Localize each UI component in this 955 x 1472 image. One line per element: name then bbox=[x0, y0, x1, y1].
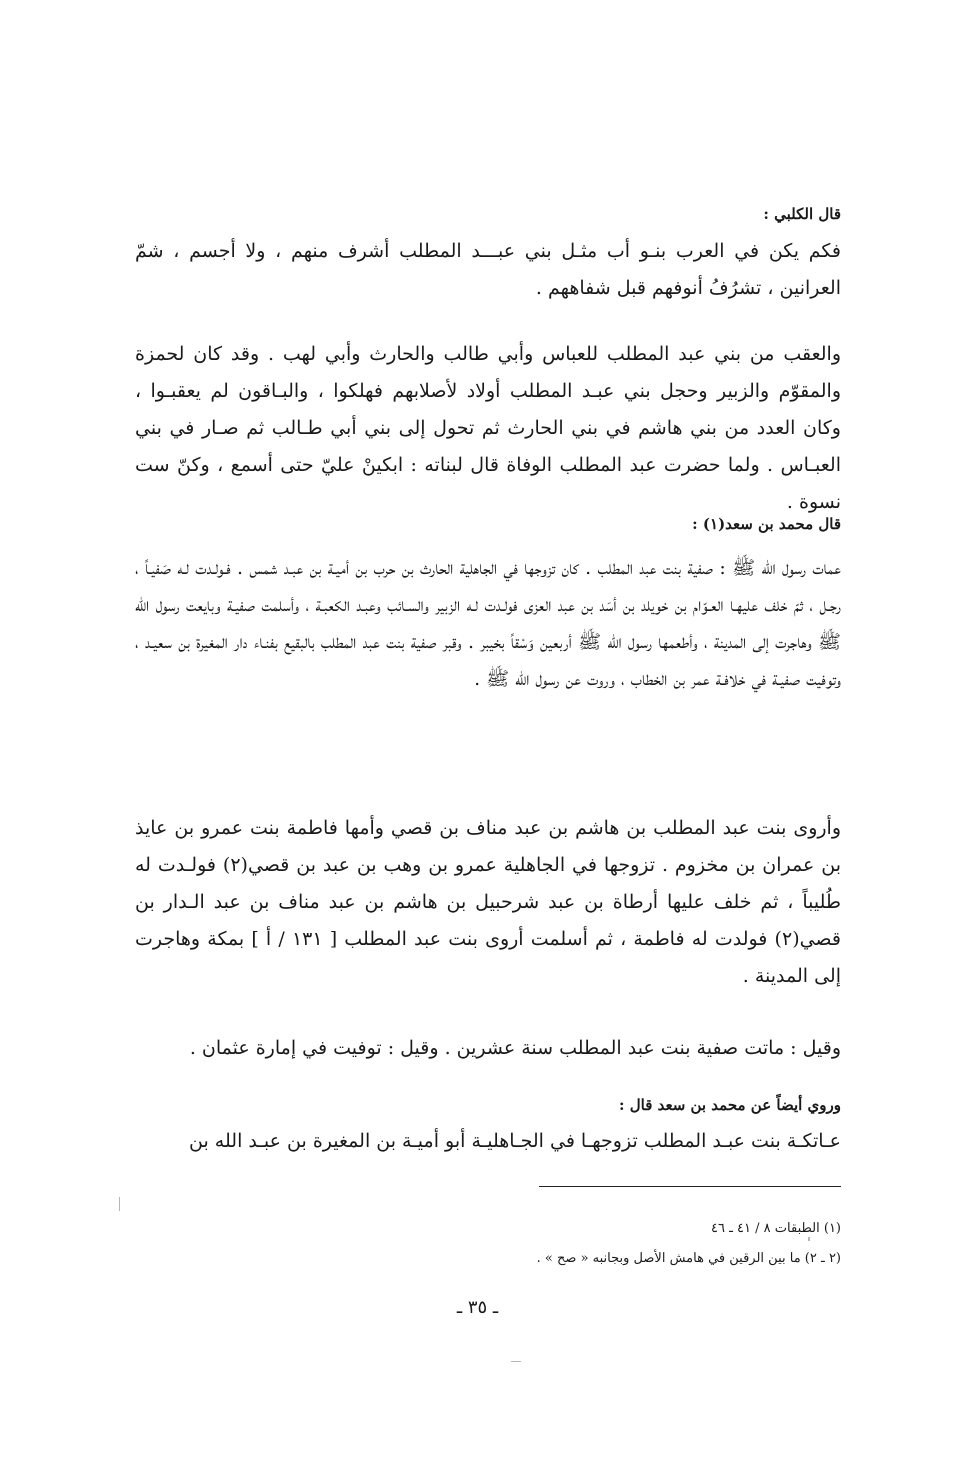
section-atika bbox=[135, 1093, 841, 1160]
footnote-divider bbox=[539, 1186, 841, 1187]
paragraph-2: والعقب من بني عبد المطلب للعباس وأبي طالب والحارث وأبي لهب . وقد كان لحمزة والمقوّم والزبير وحجل بني عبـد المطلب أولاد لأصلابهم فهلكوا ، والبـاقون لم يعقبـوا ، وكان العدد من بني هاشم في بني الحارث ثم تحول إلى بني أبي طـالب ثم صـار في بني العبـاس . ولما حضرت عبد المطلب الوفاة قال لبناته : ابكينْ عليّ حتى أسمع ، وكنّ ست نسوة . bbox=[135, 343, 841, 513]
section-aqib bbox=[135, 336, 841, 521]
scan-speck bbox=[511, 1361, 521, 1362]
section-qila bbox=[135, 1030, 841, 1067]
footnote-1: (١) الطبقات ٨ / ٤١ ـ ٤٦ bbox=[711, 1221, 841, 1236]
heading-atika: وروي أيضاً عن محمد بن سعد قال : bbox=[618, 1096, 841, 1114]
heading-ibn-saad: قال محمد بن سعد(١) : bbox=[692, 515, 841, 533]
paragraph-4: وأروى بنت عبد المطلب بن هاشم بن عبد مناف بن قصي وأمها فاطمة بنت عمرو بن عايذ بن عمران بن مخزوم . تزوجها في الجاهلية عمرو بن وهب بن عبد بن قصي(٢) فولـدت له طُليباً ، ثم خلف عليها أرطاة بن عبد شرحبيل بن هاشم بن عبد مناف بن عبد الـدار بن قصي(٢) فولدت له فاطمة ، ثم أسلمت أروى بنت عبد المطلب [ ١٣١ / أ ] بمكة وهاجرت إلى المدينة . bbox=[135, 817, 841, 987]
heading-kalbi: قال الكلبي : bbox=[763, 205, 841, 223]
section-ibn-saad bbox=[135, 512, 841, 698]
section-arwa bbox=[135, 810, 841, 995]
section-kalbi bbox=[135, 202, 841, 307]
paragraph-5: وقيل : ماتت صفية بنت عبد المطلب سنة عشرين . وقيل : توفيت في إمارة عثمان . bbox=[189, 1037, 841, 1059]
paragraph-3: عمات رسول الله ﷺ : صفية بنت عبد المطلب . كان تزوجها في الجاهلية الحارث بن حرب بن أميـة بن عبـد شمس . فـولـدت لـه صَفيـاً ، رجـل ، ثمّ خلف عليهـا العـوّام بن خويلد بن أسَد بن عبد العزى فولـدت لـه الزبير والسـائب وعبـد الكعبـة ، وأسلمت صفيـة وبايعت رسول الله ﷺ وهاجرت إلى المدينة ، وأطعمها رسول الله ﷺ أربعين وَسْقاً بخيبر . وقبر صفية بنت عبد المطلب بالبقيع بفنـاء دار المغيرة بن سعيـد ، وتوفيت صفيـة في خلافـة عمر بن الخطاب ، وروت عن رسول الله ﷺ . bbox=[135, 557, 841, 690]
paragraph-6: عـاتكـة بنت عبـد المطلب تزوجهـا في الجـاهليـة أبو أميـة بن المغيرة بن عبـد الله بن bbox=[189, 1130, 841, 1152]
scan-speck bbox=[119, 1197, 120, 1211]
page-number: ـ ٣٥ ـ bbox=[456, 1297, 499, 1318]
paragraph-1: فكم يكن في العرب بنـو أب مثـل بني عبـــد المطلب أشرف منهم ، ولا أجسم ، شمّ العرانين ، تشرُفُ أنوفهم قبل شفاههم . bbox=[135, 240, 841, 299]
scan-speck bbox=[808, 1237, 810, 1241]
footnote-2: (٢ ـ ٢) ما بين الرقين في هامش الأصل وبجانبه « صح » . bbox=[536, 1251, 841, 1266]
